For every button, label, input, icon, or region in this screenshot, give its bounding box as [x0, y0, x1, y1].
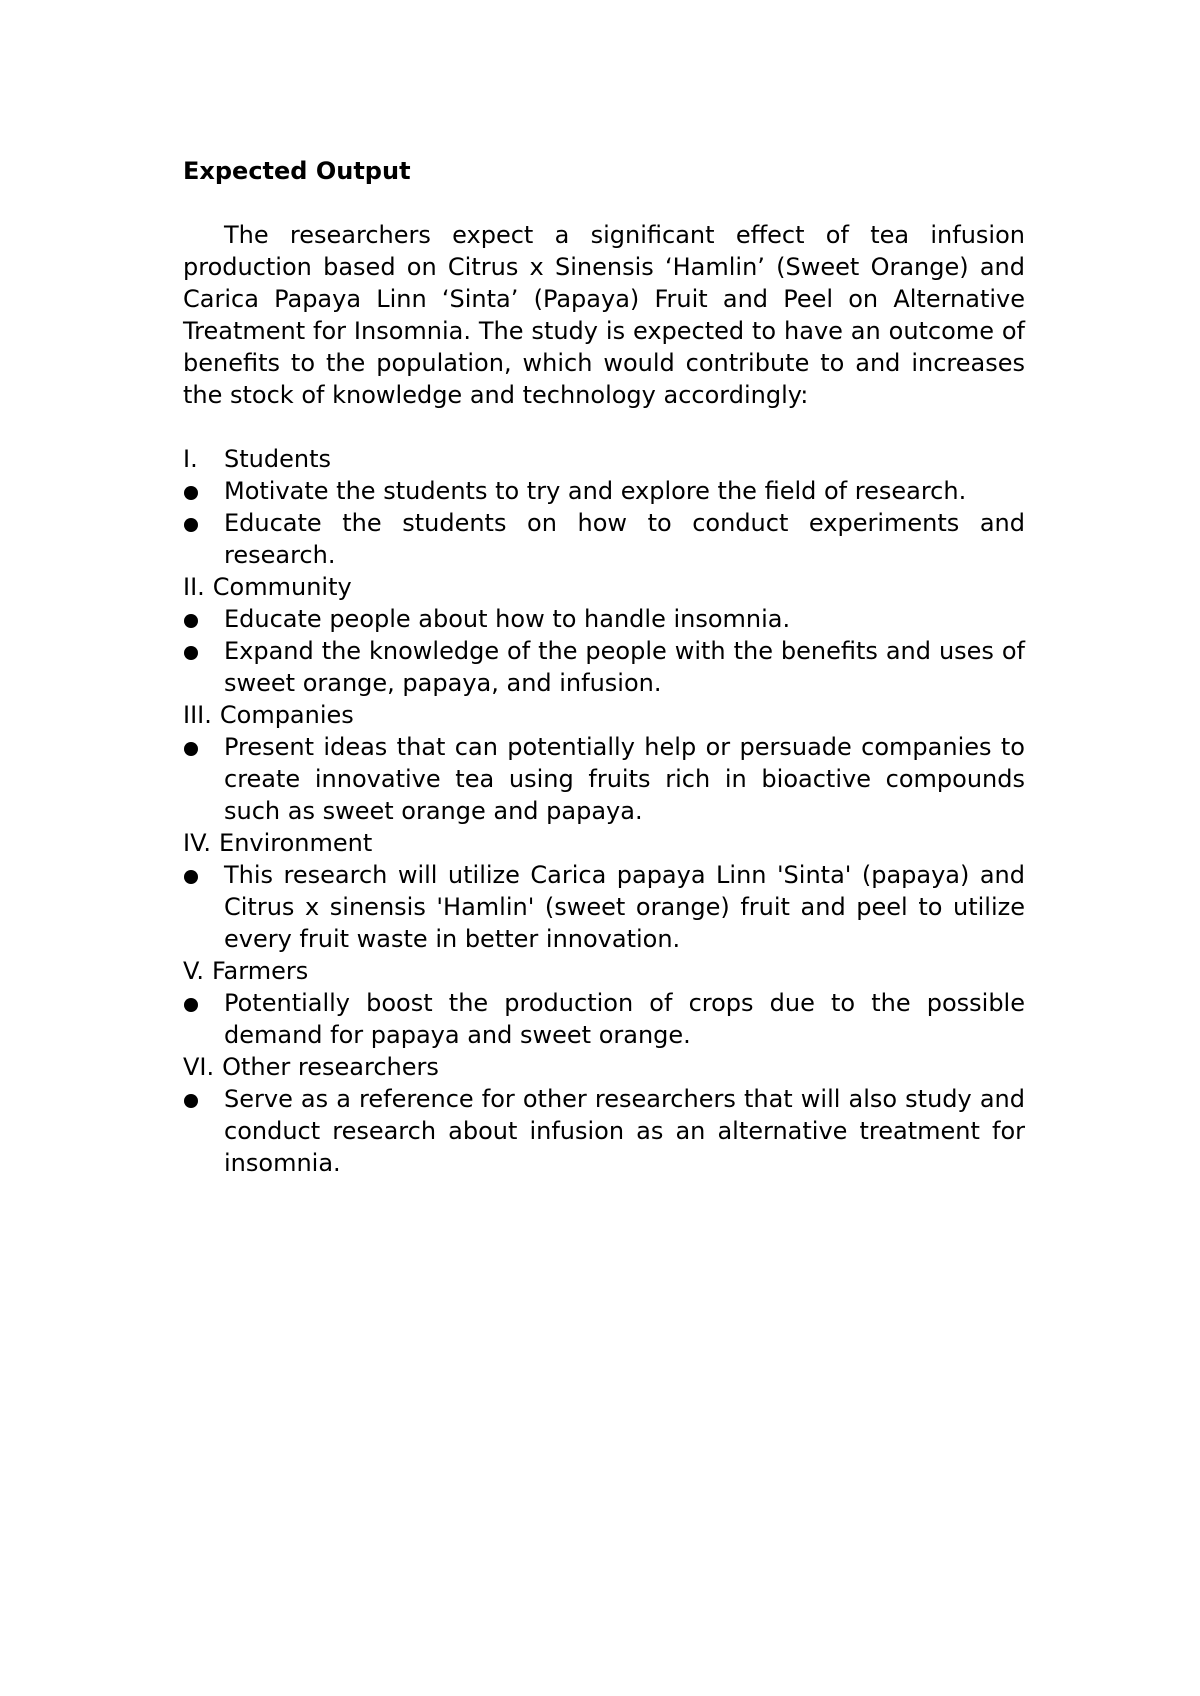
bullet-text: Motivate the students to try and explore the field of research.	[224, 477, 967, 505]
section-numeral: V.	[183, 957, 204, 985]
bullet-icon	[183, 507, 224, 539]
bullet-text: Educate people about how to handle insomnia.	[224, 605, 791, 633]
section-numeral: I.	[183, 445, 198, 473]
section-environment	[183, 827, 1025, 859]
list-item	[183, 603, 1025, 635]
document-heading: Expected Output	[183, 157, 411, 185]
section-title: Community	[212, 573, 352, 601]
bullet-icon	[183, 603, 224, 635]
bullet-icon	[183, 987, 224, 1019]
document-content	[183, 155, 1025, 1179]
bullet-text: Serve as a reference for other researchers that will also study and conduct research about infusion as an alternative treatment for insomnia.	[224, 1085, 1025, 1177]
section-title: Students	[224, 445, 331, 473]
section-farmers	[183, 955, 1025, 987]
list-item	[183, 475, 1025, 507]
section-students	[183, 443, 1025, 475]
section-title: Other researchers	[222, 1053, 439, 1081]
list-item	[183, 507, 1025, 571]
section-numeral: VI.	[183, 1053, 215, 1081]
section-title: Companies	[219, 701, 354, 729]
bullet-text: This research will utilize Carica papaya Linn 'Sinta' (papaya) and Citrus x sinensis 'Hamlin' (sweet orange) fruit and peel to utilize every fruit waste in better innovation.	[224, 861, 1025, 953]
section-title: Environment	[219, 829, 373, 857]
bullet-text: Potentially boost the production of crops due to the possible demand for papaya and sweet orange.	[224, 989, 1025, 1049]
section-other-researchers	[183, 1051, 1025, 1083]
section-community	[183, 571, 1025, 603]
section-numeral: II.	[183, 573, 205, 601]
bullet-text: Educate the students on how to conduct experiments and research.	[224, 509, 1025, 569]
list-item	[183, 859, 1025, 955]
section-companies	[183, 699, 1025, 731]
bullet-icon	[183, 475, 224, 507]
list-item	[183, 731, 1025, 827]
section-numeral: IV.	[183, 829, 212, 857]
bullet-text: Expand the knowledge of the people with the benefits and uses of sweet orange, papaya, and infusion.	[224, 637, 1025, 697]
list-item	[183, 635, 1025, 699]
bullet-icon	[183, 635, 224, 667]
beneficiaries-list	[183, 443, 1025, 1179]
list-item	[183, 1083, 1025, 1179]
intro-paragraph: The researchers expect a significant effect of tea infusion production based on Citrus x Sinensis ‘Hamlin’ (Sweet Orange) and Carica Papaya Linn ‘Sinta’ (Papaya) Fruit and Peel on Alternative Treatment for Insomnia. The study is expected to have an outcome of benefits to the population, which would contribute to and increases the stock of knowledge and technology accordingly:	[183, 221, 1025, 409]
section-numeral: III.	[183, 701, 212, 729]
bullet-text: Present ideas that can potentially help or persuade companies to create innovative tea using fruits rich in bioactive compounds such as sweet orange and papaya.	[224, 733, 1025, 825]
bullet-icon	[183, 1083, 224, 1115]
section-title: Farmers	[211, 957, 309, 985]
bullet-icon	[183, 859, 224, 891]
bullet-icon	[183, 731, 224, 763]
list-item	[183, 987, 1025, 1051]
